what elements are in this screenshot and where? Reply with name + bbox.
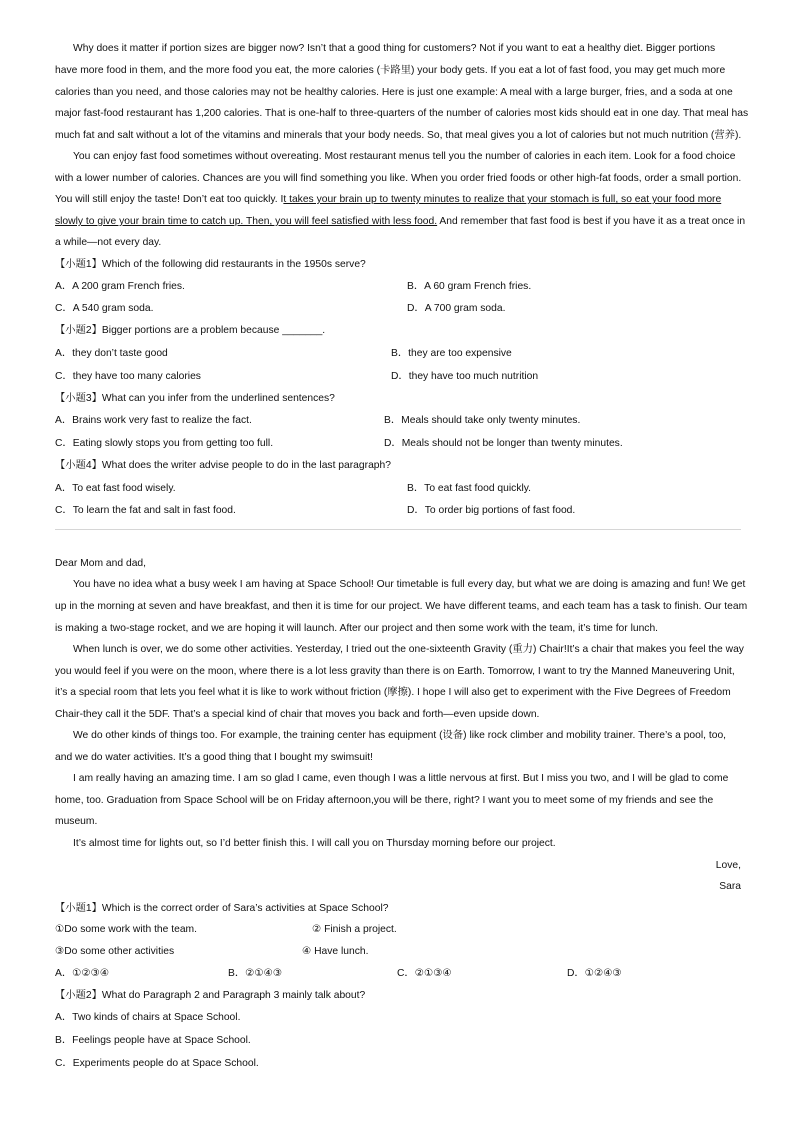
activity-item: ①Do some work with the team. [55,924,197,935]
question-stem: 【小题1】Which is the correct order of Sara’s activities at Space School? [55,903,389,914]
answer-option[interactable]: B．Meals should take only twenty minutes. [384,415,581,426]
answer-option[interactable]: A．Two kinds of chairs at Space School. [55,1012,241,1023]
answer-option[interactable]: C．A 540 gram soda. [55,303,154,314]
question-stem: 【小题3】What can you infer from the underlined sentences? [55,393,335,404]
passage1-line: calories than you need, and those calories may not be healthy calories. Here is just one example: A meal with a large burger, fries, and a soda at one [55,87,733,98]
underlined-sentence: t takes your brain up to twenty minutes to realize that your stomach is full, so eat your food more [283,194,722,205]
answer-option[interactable]: C．Eating slowly stops you from getting too full. [55,438,274,449]
letter-line: you would feel if you were on the moon, where there is a lot less gravity than there is on Earth. Tomorrow, I want to try the Manned Maneuvering Unit, [55,666,735,677]
letter-closing: Love, [715,860,741,871]
passage1-line: major fast-food restaurant has 1,200 calories. That is one-half to three-quarters of the number of calories most kids should eat in one day. That meal has [55,108,749,119]
answer-option[interactable]: A．To eat fast food wisely. [55,483,176,494]
letter-greeting: Dear Mom and dad, [55,558,147,569]
letter-line: and we do water activities. It’s a good thing that I bought my swimsuit! [55,752,374,763]
passage1-line: with a lower number of calories. Chances are you will find something you like. When you order fried foods or other high-fat foods, order a small portion. [55,173,742,184]
passage1-line: have more food in them, and the more food you eat, the more calories (卡路里) your body gets. If you eat a lot of fast food, you may get much more [55,65,726,76]
letter-line: You have no idea what a busy week I am having at Space School! Our timetable is full every day, but what we are doing is amazing and fun! We get [73,579,746,590]
answer-option[interactable]: B．A 60 gram French fries. [407,281,532,292]
letter-line: It’s almost time for lights out, so I’d better finish this. I will call you on Thursday morning before our project. [73,838,556,849]
question-stem: 【小题2】Bigger portions are a problem because _______. [55,325,326,336]
letter-line: it’s a special room that lets you feel what it is like to work without friction (摩擦). I hope I will also get to experiment with the Five Degrees of Freedom [55,687,731,698]
answer-option[interactable]: D．they have too much nutrition [391,371,539,382]
answer-option[interactable]: D．To order big portions of fast food. [407,505,576,516]
letter-line: I am really having an amazing time. I am so glad I came, even though I was a little nervous at first. But I miss you two, and I will be glad to come [73,773,729,784]
answer-option[interactable]: A．Brains work very fast to realize the fact. [55,415,252,426]
letter-signature: Sara [719,881,741,892]
letter-line: home, too. Graduation from Space School will be on Friday afternoon,you will be there, right? I want you to meet some of my friends and see the [55,795,714,806]
section-divider [55,529,741,530]
passage1-line [55,193,745,207]
answer-option[interactable]: B．they are too expensive [391,348,512,359]
answer-option[interactable]: C．②①③④ [397,968,452,979]
answer-option[interactable]: C．they have too many calories [55,371,201,382]
passage1-line: Why does it matter if portion sizes are bigger now? Isn’t that a good thing for customers? Not if you want to eat a healthy diet. Bigger portions [73,43,716,54]
answer-option[interactable]: A．①②③④ [55,968,110,979]
answer-option[interactable]: B．Feelings people have at Space School. [55,1035,251,1046]
activity-item: ③Do some other activities [55,946,175,957]
letter-line: When lunch is over, we do some other activities. Yesterday, I tried out the one-sixteenth Gravity (重力) Chair!It’s a chair that makes you feel the way [73,644,744,655]
letter-line: Chair-they call it the 5DF. That’s a special kind of chair that moves you back and forth—even upside down. [55,709,540,720]
answer-option[interactable]: D．①②④③ [567,968,622,979]
answer-option[interactable]: C．To learn the fat and salt in fast food. [55,505,236,516]
underlined-sentence: slowly to give your brain time to catch up. Then, you will feel satisfied with less food. [55,216,438,227]
answer-option[interactable]: A．they don’t taste good [55,348,168,359]
letter-line: up in the morning at seven and have breakfast, and then it is time for our project. We have different teams, and each team has a task to finish. Our team [55,601,748,612]
answer-option[interactable]: B．②①④③ [228,968,283,979]
passage1-text: And remember that fast food is best if you have it as a treat once in [437,216,746,227]
question-stem: 【小题2】What do Paragraph 2 and Paragraph 3 mainly talk about? [55,990,366,1001]
answer-option[interactable]: B．To eat fast food quickly. [407,483,532,494]
passage1-text: You will still enjoy the taste! Don’t eat too quickly. I [55,194,284,205]
activity-item: ④ Have lunch. [302,946,369,957]
answer-option[interactable]: C．Experiments people do at Space School. [55,1058,259,1069]
passage1-line [55,215,745,229]
activity-item: ② Finish a project. [312,924,397,935]
letter-line: We do other kinds of things too. For example, the training center has equipment (设备) like rock climber and mobility trainer. There’s a pool, too, [73,730,727,741]
answer-option[interactable]: D．Meals should not be longer than twenty minutes. [384,438,623,449]
passage1-line: You can enjoy fast food sometimes without overeating. Most restaurant menus tell you the number of calories in each item. Look for a food choice [73,151,736,162]
letter-line: is making a two-stage rocket, and we are hoping it will launch. After our project and then some work with the team, it’s time for lunch. [55,623,659,634]
letter-line: museum. [55,816,98,827]
passage1-line: much fat and salt without a lot of the vitamins and minerals that your body needs. So, that meal gives you a lot of calories but not much nutrition (营养). [55,130,742,141]
question-stem: 【小题1】Which of the following did restaurants in the 1950s serve? [55,259,366,270]
answer-option[interactable]: A．A 200 gram French fries. [55,281,185,292]
passage1-line: a while—not every day. [55,237,162,248]
question-stem: 【小题4】What does the writer advise people to do in the last paragraph? [55,460,391,471]
answer-option[interactable]: D．A 700 gram soda. [407,303,506,314]
